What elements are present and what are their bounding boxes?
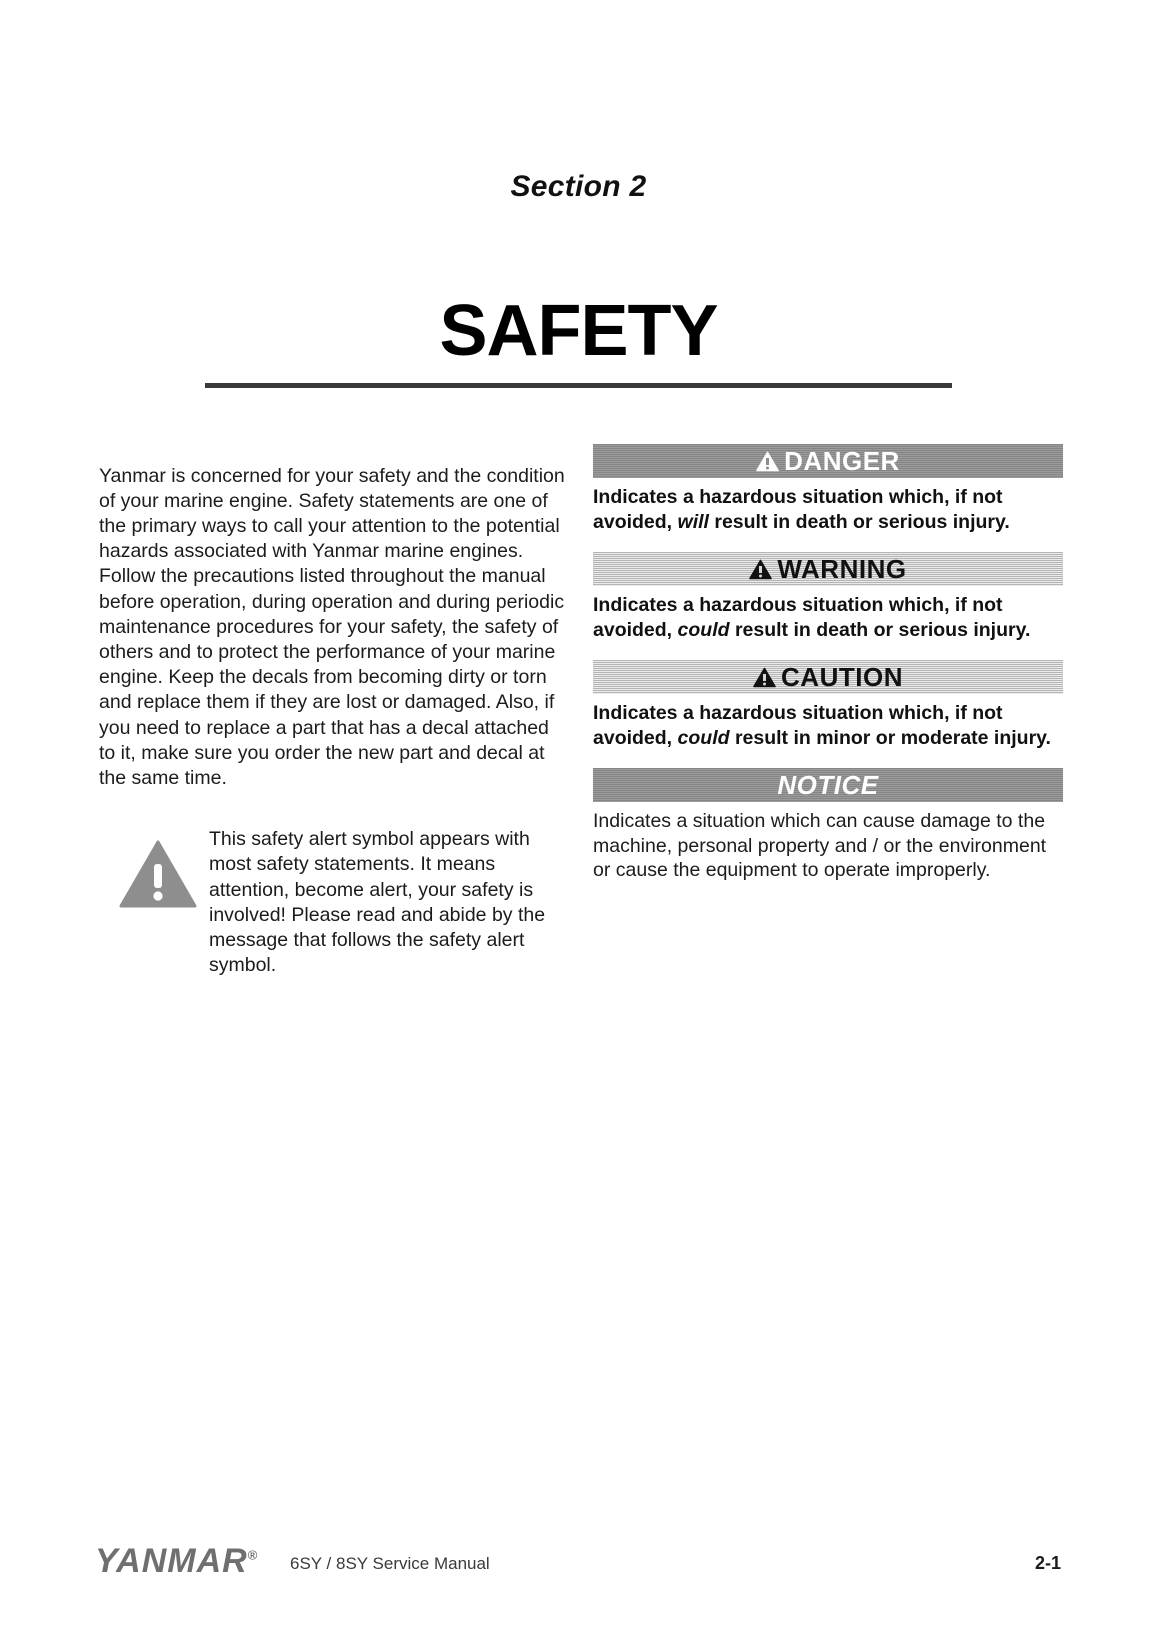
notice-description: Indicates a situation which can cause damage to the machine, personal property and / or the environment or cause the equipment to operate improperly. [593,810,1047,881]
safety-alert-symbol-paragraph: This safety alert symbol appears with most safety statements. It means attention, become alert, your safety is involved! Please read and abide by the message that follows the safety alert symbol. [209,828,546,977]
title-divider [205,383,952,388]
intro-paragraph: Yanmar is concerned for your safety and the condition of your marine engine. Safety statements are one of the primary ways to call your attention to the potential hazards associated with Yanmar marine engines. Follow the precautions listed throughout the manual before operation, during operation and during periodic maintenance procedures for your safety, the safety of others and to protect the performance of your marine engine. Keep the decals from becoming dirty or torn and replace them if they are lost or damaged. Also, if you need to replace a part that has a decal attached to it, make sure you order the new part and decal at the same time. [99,464,565,789]
footer-manual-title: 6SY / 8SY Service Manual [290,1554,490,1573]
section-label: Section 2 [510,170,647,203]
safety-alert-symbol-block [99,827,569,978]
right-column [593,444,1063,901]
warning-desc-suffix: result in death or serious injury. [729,618,1031,641]
caution-desc-emphasis: could [677,726,730,749]
danger-description [593,485,1063,534]
warning-label: WARNING [777,554,907,584]
yanmar-logo [95,1542,258,1581]
left-column [99,444,569,998]
warning-desc-emphasis: could [677,618,730,641]
warning-desc-prefix: Indicates a hazardous situation which, if not avoided, [593,594,1003,641]
warning-description [593,593,1063,642]
caution-desc-prefix: Indicates a hazardous situation which, if not avoided, [593,702,1003,749]
warning-triangle-icon [756,451,779,472]
page-number: 2-1 [1034,1553,1061,1573]
danger-label: DANGER [784,446,900,476]
warning-banner [593,552,1063,586]
yanmar-logo-text: YANMAR [95,1542,248,1580]
notice-label: NOTICE [777,770,879,800]
page-title: SAFETY [439,291,718,371]
caution-desc-suffix: result in minor or moderate injury. [729,726,1051,749]
danger-banner [593,444,1063,478]
caution-banner [593,660,1063,694]
page-footer [0,1541,1157,1581]
danger-desc-suffix: result in death or serious injury. [708,510,1010,533]
caution-description [593,701,1063,750]
warning-triangle-icon [753,667,776,688]
danger-desc-prefix: Indicates a hazardous situation which, if not avoided, [593,486,1003,533]
danger-desc-emphasis: will [677,510,709,533]
caution-label: CAUTION [781,662,903,692]
safety-alert-triangle-icon [119,839,197,909]
warning-triangle-icon [749,559,772,580]
registered-mark: ® [247,1547,259,1563]
notice-banner [593,768,1063,802]
